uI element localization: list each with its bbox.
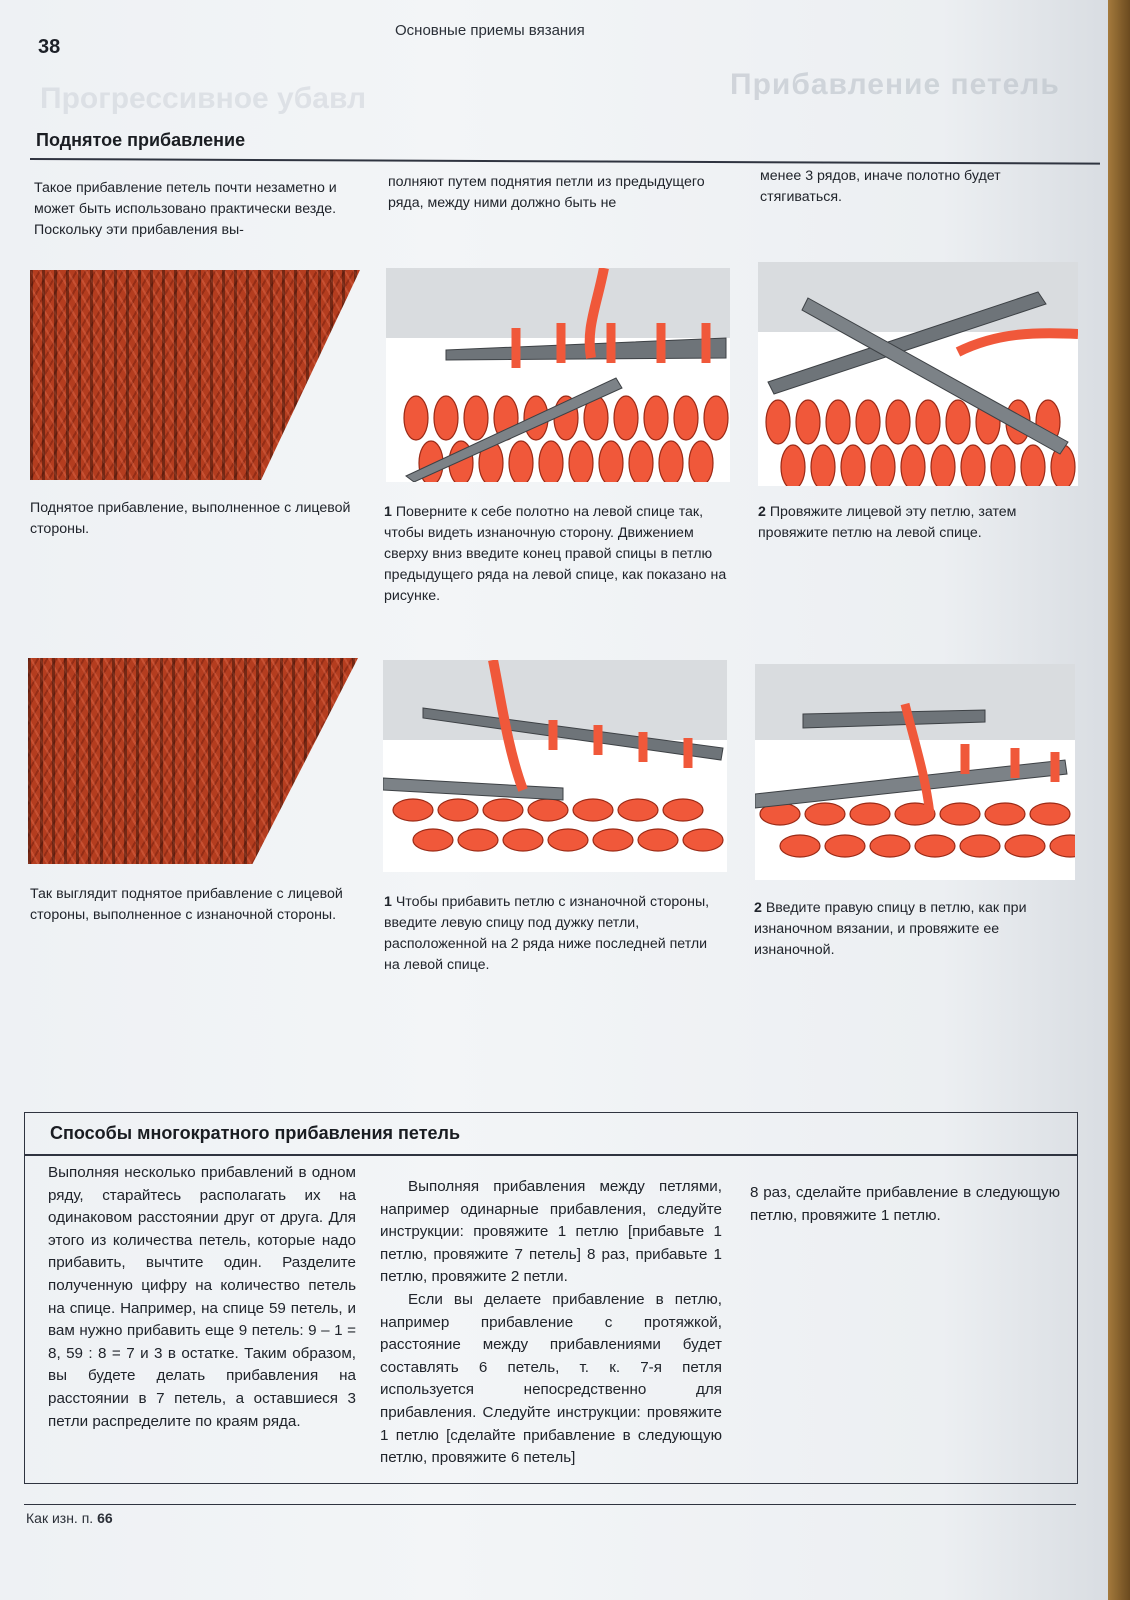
photo-caption-2: Так выглядит поднятое прибавление с лицевой стороны, выполненное с изнаночной стороны. xyxy=(30,886,343,923)
photo-caption-1: Поднятое прибавление, выполненное с лицевой стороны. xyxy=(30,500,351,537)
step-number: 1 xyxy=(384,894,392,910)
footer-reference xyxy=(26,1510,113,1526)
intro-col-3-text: менее 3 рядов, иначе полотно будет стягиваться. xyxy=(760,168,1001,205)
tip-box-title: Способы многократного прибавления петель xyxy=(50,1123,461,1143)
tip-box-col-2 xyxy=(380,1176,722,1470)
step-caption-2-2 xyxy=(754,898,1078,961)
footer-prefix: Как изн. п. xyxy=(26,1510,94,1526)
step-number: 1 xyxy=(384,504,392,520)
footer-page-ref: 66 xyxy=(97,1510,113,1526)
tip-box-rule xyxy=(24,1154,1078,1156)
intro-col-2 xyxy=(388,172,734,214)
bleed-through-heading-right: Прибавление петель xyxy=(730,68,1060,101)
step-text: Чтобы прибавить петлю с изнаночной стороны, введите левую спицу под дужку петли, расположенной на 2 ряда ниже последней петли на левой спице. xyxy=(384,894,710,973)
footer-rule xyxy=(24,1504,1076,1505)
step-caption-1-2 xyxy=(758,502,1078,544)
intro-col-1-text: Такое прибавление петель почти незаметно и может быть использовано практически везде. Поскольку эти прибавления вы- xyxy=(34,180,337,238)
book-spine xyxy=(1108,0,1130,1600)
running-head: Основные приемы вязания xyxy=(395,22,585,39)
intro-col-3 xyxy=(760,166,1080,208)
tip-box-col-3 xyxy=(750,1182,1060,1227)
needle-diagram-2-step-1 xyxy=(383,660,727,872)
bleed-through-heading-left: Прогрессивное убавл xyxy=(40,82,367,115)
needle-diagram-2-step-2 xyxy=(755,664,1075,880)
intro-col-1 xyxy=(34,178,360,241)
step-text: Поверните к себе полотно на левой спице так, чтобы видеть изнаночную сторону. Движением сверху вниз введите конец правой спицы в петлю предыдущего ряда на левой спице, как показано на рисунке. xyxy=(384,504,727,604)
page-number: 38 xyxy=(38,36,61,58)
tip-box-col-2-para-1: Выполняя прибавления между петлями, например одинарные прибавления, следуйте инструкции: провяжите 1 петлю [прибавьте 1 петлю, провяжите 7 петель] 8 раз, прибавьте 1 петлю, провяжите 2 петли. xyxy=(380,1178,722,1286)
intro-col-2-text: полняют путем поднятия петли из предыдущего ряда, между ними должно быть не xyxy=(388,174,705,211)
tip-box-col-3-text: 8 раз, сделайте прибавление в следующую петлю, провяжите 1 петлю. xyxy=(750,1184,1060,1224)
step-caption-2-1 xyxy=(384,892,726,976)
step-text: Введите правую спицу в петлю, как при изнаночном вязании, и провяжите ее изнаночной. xyxy=(754,900,1027,958)
needle-diagram-1-step-2 xyxy=(758,262,1078,486)
tip-box-col-1 xyxy=(48,1162,356,1433)
step-caption-1-1 xyxy=(384,502,732,607)
section-title: Поднятое прибавление xyxy=(36,130,246,150)
tip-box-col-1-text: Выполняя несколько прибавлений в одном ряду, старайтесь располагать их на одинаковом расстоянии друг от друга. Для этого из количества петель, которые надо прибавить, вычтите один. Разделите полученную цифру на количество петель на спице. Например, на спице 59 петель, и вам нужно прибавить еще 9 петель: 9 – 1 = 8, 59 : 8 = 7 и 3 в остатке. Таким образом, вы будете делать прибавления на расстоянии в 7 петель, а оставшиеся 3 петли распределите по краям ряда. xyxy=(48,1164,356,1430)
step-text: Провяжите лицевой эту петлю, затем провяжите петлю на левой спице. xyxy=(758,504,1017,541)
tip-box-col-2-para-2: Если вы делаете прибавление в петлю, например прибавление с протяжкой, расстояние между прибавлениями будет составлять 6 петель, т. к. 7-я петля используется непосредственно для прибавления. Следуйте инструкции: провяжите 1 петлю [сделайте прибавление в следующую петлю, провяжите 6 петель] xyxy=(380,1290,722,1467)
step-number: 2 xyxy=(758,504,766,520)
step-number: 2 xyxy=(754,900,762,916)
needle-diagram-1-step-1 xyxy=(386,268,730,482)
